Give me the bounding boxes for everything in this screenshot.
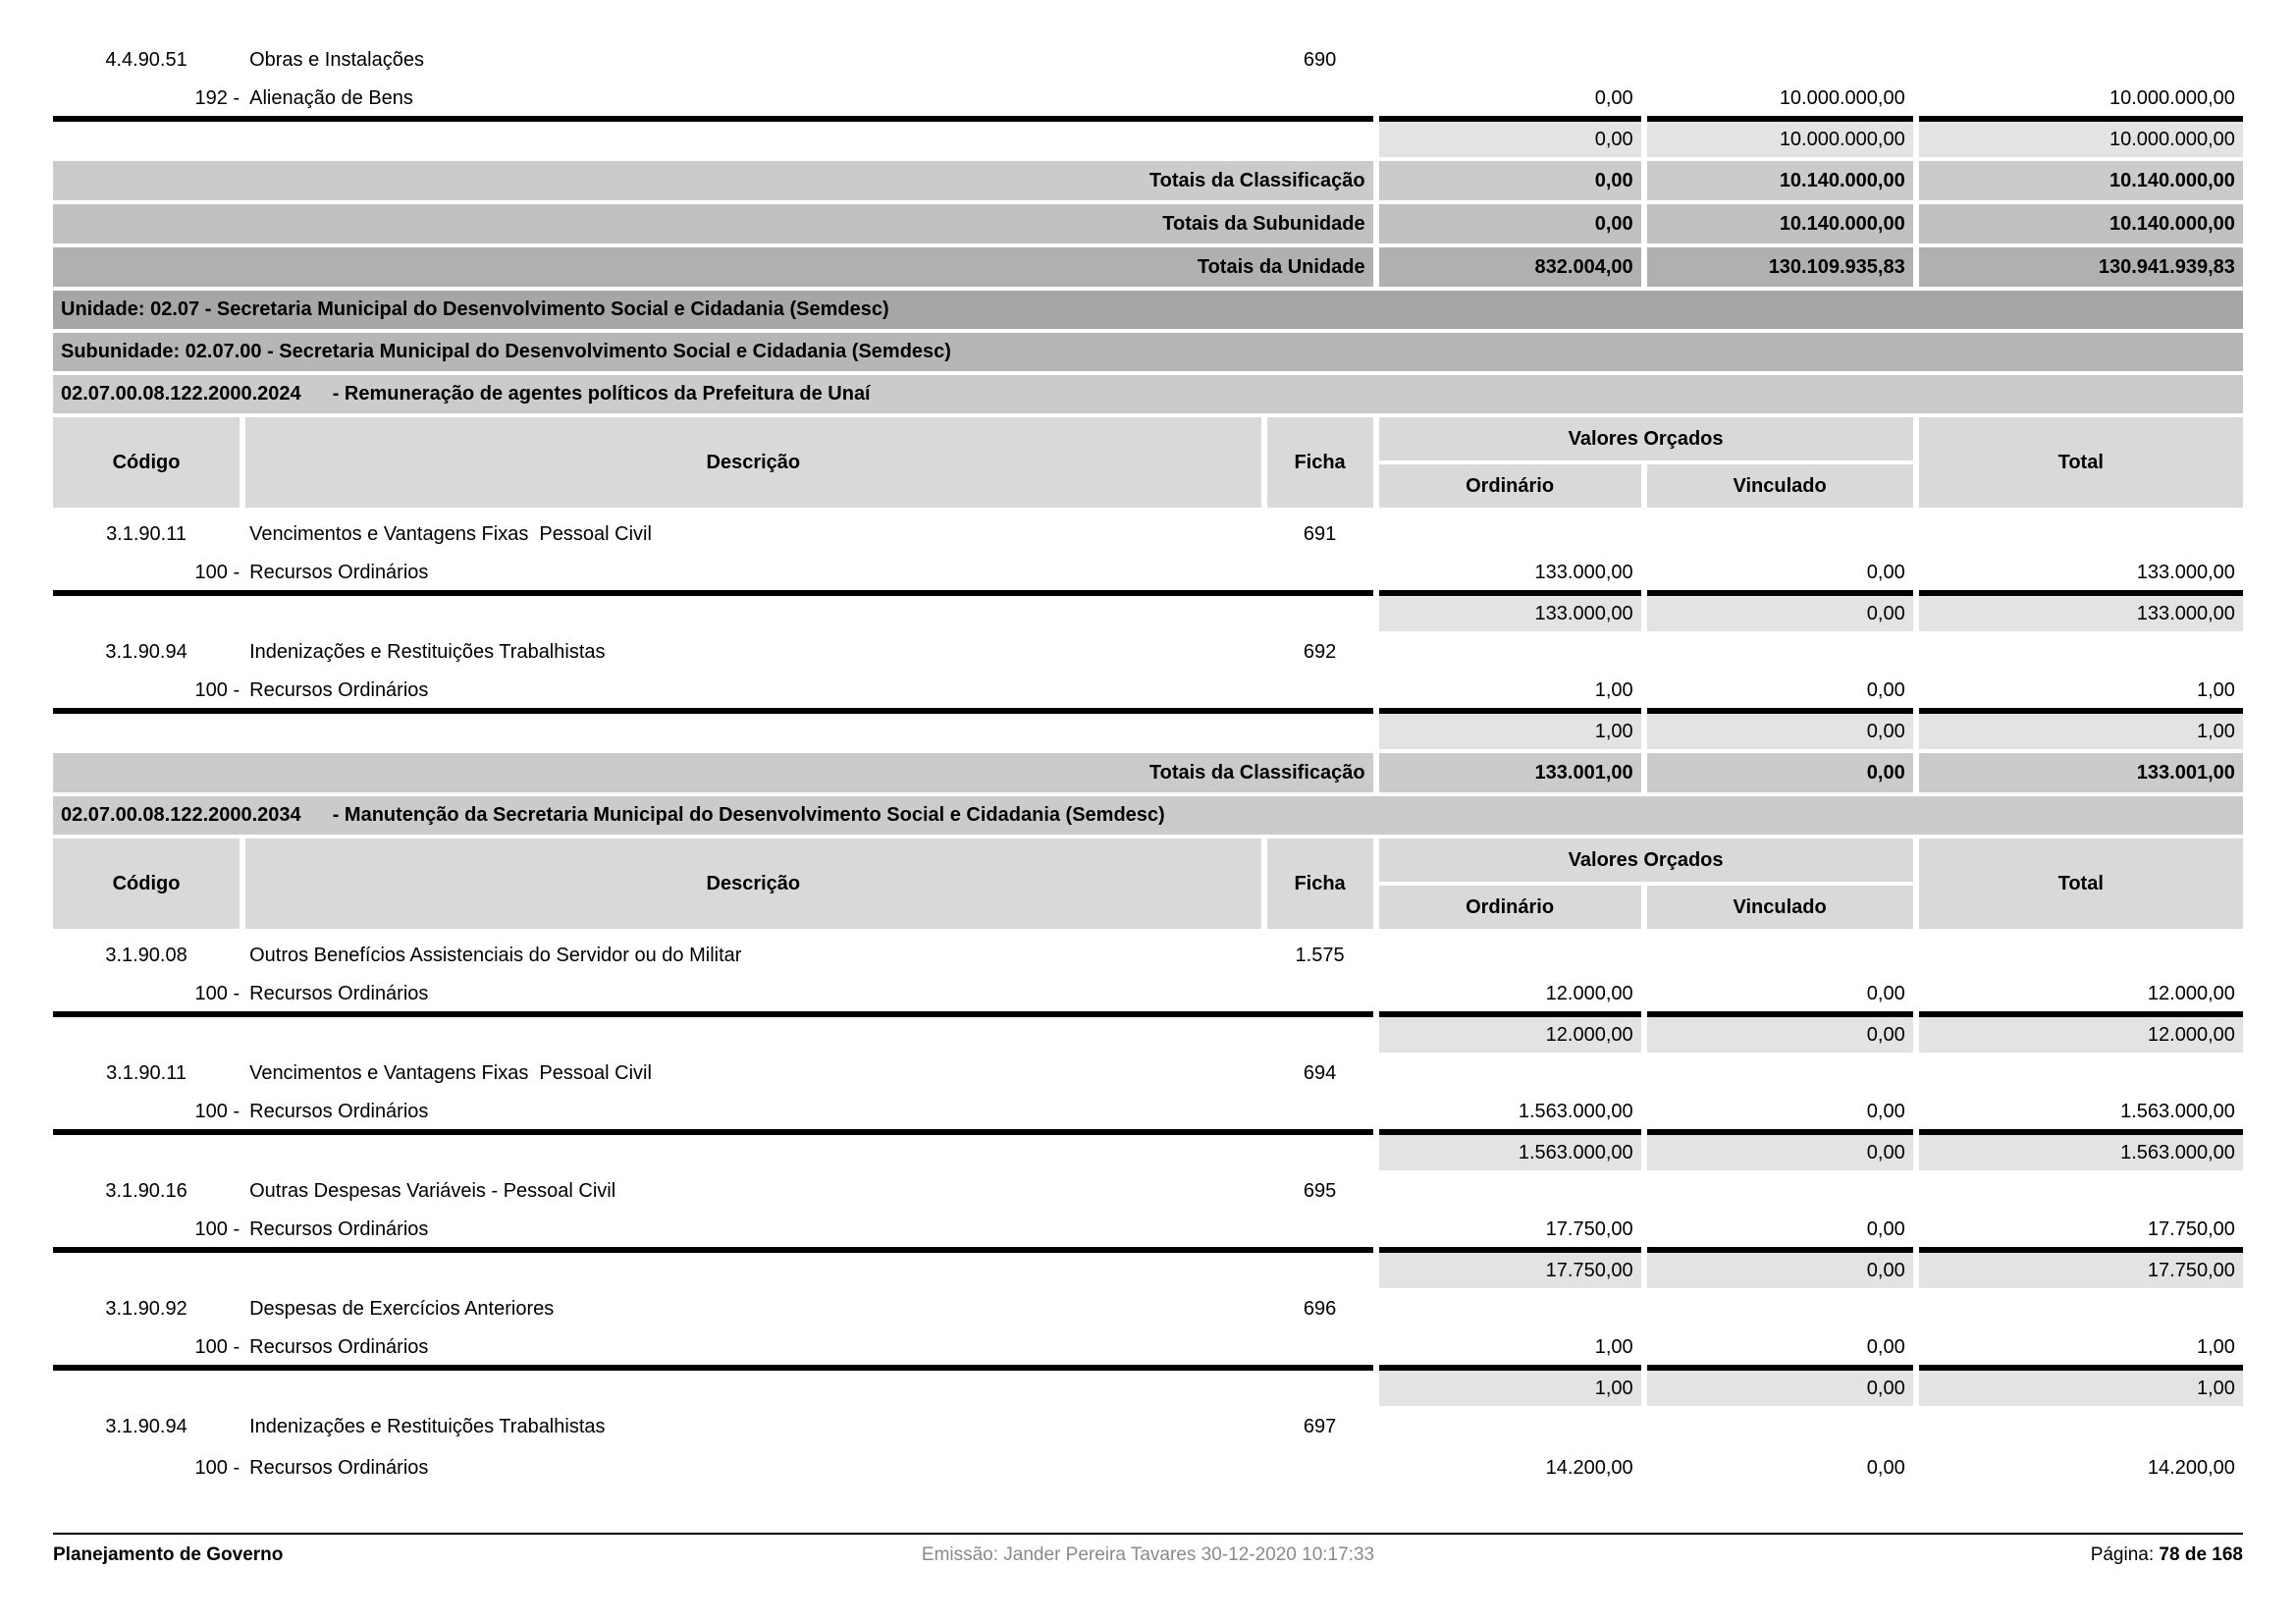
vinculado-subtotal: 0,00 bbox=[1647, 1371, 1913, 1406]
totais-classificacao-label: Totais da Classificação bbox=[53, 753, 1373, 792]
vinculado-value: 0,00 bbox=[1866, 1456, 1905, 1479]
ordinario-total: 0,00 bbox=[1379, 161, 1641, 200]
column-header-descricao: Descrição bbox=[245, 417, 1261, 508]
ordinario-total: 832.004,00 bbox=[1379, 247, 1641, 287]
ficha-number: 696 bbox=[1303, 1297, 1337, 1320]
ordinario-subtotal: 1,00 bbox=[1379, 714, 1641, 749]
vinculado-value: 0,00 bbox=[1647, 1329, 1913, 1371]
vinculado-total: 10.140.000,00 bbox=[1647, 161, 1913, 200]
total-value: 14.200,00 bbox=[2147, 1456, 2235, 1479]
column-header-total: Total bbox=[1919, 839, 2243, 929]
empty-cell bbox=[1379, 1053, 1641, 1094]
column-header-descricao: Descrição bbox=[245, 839, 1261, 929]
total-value: 1.563.000,00 bbox=[1919, 1094, 2243, 1135]
column-header-valores-orcados: Valores Orçados bbox=[1379, 417, 1913, 460]
totais-subunidade-label: Totais da Subunidade bbox=[53, 204, 1373, 243]
ordinario-subtotal: 12.000,00 bbox=[1379, 1017, 1641, 1053]
classification-subtotal-row bbox=[53, 1371, 2243, 1406]
unidade-band: Unidade: 02.07 - Secretaria Municipal do Desenvolvimento Social e Cidadania (Semdesc) bbox=[53, 291, 2243, 329]
fonte-row bbox=[53, 673, 2243, 714]
vinculado-subtotal: 10.000.000,00 bbox=[1647, 122, 1913, 157]
total-total: 10.140.000,00 bbox=[1919, 161, 2243, 200]
fonte-label-cell bbox=[53, 81, 1373, 122]
column-header-vinculado: Vinculado bbox=[1647, 464, 1913, 508]
column-header-ficha: Ficha bbox=[1267, 417, 1373, 508]
expense-code: 3.1.90.16 bbox=[105, 1179, 187, 1202]
table-header bbox=[53, 417, 2243, 508]
total-total: 133.001,00 bbox=[1919, 753, 2243, 792]
fonte-description: Alienação de Bens bbox=[249, 86, 413, 109]
empty-cell bbox=[1379, 935, 1641, 976]
empty-cell bbox=[1919, 631, 2243, 673]
empty-cell bbox=[1647, 514, 1913, 555]
fonte-code: 100 - bbox=[194, 1456, 240, 1479]
fonte-description: Recursos Ordinários bbox=[249, 1335, 429, 1358]
expense-code: 3.1.90.11 bbox=[106, 1061, 187, 1084]
expense-item-row bbox=[53, 631, 2243, 673]
totais-unidade-row bbox=[53, 247, 2243, 287]
vinculado-subtotal: 0,00 bbox=[1647, 1253, 1913, 1288]
expense-code: 3.1.90.94 bbox=[105, 1415, 187, 1437]
expense-description: Outros Benefícios Assistenciais do Servidor ou do Militar bbox=[249, 944, 742, 966]
vinculado-value: 0,00 bbox=[1647, 976, 1913, 1017]
expense-item-row bbox=[53, 1406, 2243, 1447]
program-title: - Manutenção da Secretaria Municipal do Desenvolvimento Social e Cidadania (Semdesc) bbox=[332, 804, 1165, 826]
total-subtotal: 12.000,00 bbox=[1919, 1017, 2243, 1053]
fonte-label-cell bbox=[53, 1212, 1373, 1253]
empty-cell bbox=[1919, 1170, 2243, 1212]
program-band bbox=[53, 375, 2243, 413]
expense-item-row bbox=[53, 514, 2243, 555]
empty-cell bbox=[53, 1371, 1373, 1406]
expense-item-row bbox=[53, 1170, 2243, 1212]
program-code: 02.07.00.08.122.2000.2024 bbox=[61, 383, 301, 405]
ficha-number: 1.575 bbox=[1295, 944, 1345, 966]
empty-cell bbox=[1919, 514, 2243, 555]
classification-subtotal-row bbox=[53, 596, 2243, 631]
empty-cell bbox=[53, 122, 1373, 157]
ficha-number: 691 bbox=[1303, 522, 1337, 545]
empty-cell bbox=[1647, 1406, 1913, 1447]
vinculado-value: 0,00 bbox=[1647, 1094, 1913, 1135]
fonte-code: 100 - bbox=[194, 1217, 240, 1240]
fonte-label-cell bbox=[53, 976, 1373, 1017]
vinculado-value: 0,00 bbox=[1647, 1212, 1913, 1253]
totais-classificacao-row bbox=[53, 161, 2243, 200]
vinculado-total: 10.140.000,00 bbox=[1647, 204, 1913, 243]
expense-code: 3.1.90.08 bbox=[105, 944, 187, 966]
empty-cell bbox=[1647, 1053, 1913, 1094]
totais-subunidade-row bbox=[53, 204, 2243, 243]
total-subtotal: 10.000.000,00 bbox=[1919, 122, 2243, 157]
fonte-description: Recursos Ordinários bbox=[249, 1217, 429, 1240]
program-title: - Remuneração de agentes políticos da Prefeitura de Unaí bbox=[332, 383, 871, 405]
ficha-number: 690 bbox=[1303, 48, 1337, 71]
total-value: 1,00 bbox=[1919, 673, 2243, 714]
fonte-code: 100 - bbox=[194, 561, 240, 583]
empty-cell bbox=[1647, 39, 1913, 81]
column-header-ficha: Ficha bbox=[1267, 839, 1373, 929]
vinculado-value: 0,00 bbox=[1647, 673, 1913, 714]
total-total: 130.941.939,83 bbox=[1919, 247, 2243, 287]
total-subtotal: 1,00 bbox=[1919, 1371, 2243, 1406]
expense-description: Indenizações e Restituições Trabalhistas bbox=[249, 1415, 606, 1437]
totais-classificacao-row bbox=[53, 753, 2243, 792]
empty-cell bbox=[53, 714, 1373, 749]
empty-cell bbox=[1379, 631, 1641, 673]
empty-cell bbox=[1919, 1053, 2243, 1094]
total-value: 12.000,00 bbox=[1919, 976, 2243, 1017]
totais-classificacao-label: Totais da Classificação bbox=[53, 161, 1373, 200]
vinculado-total: 130.109.935,83 bbox=[1647, 247, 1913, 287]
ordinario-subtotal: 0,00 bbox=[1379, 122, 1641, 157]
expense-code: 4.4.90.51 bbox=[105, 48, 187, 71]
ordinario-subtotal: 1.563.000,00 bbox=[1379, 1135, 1641, 1170]
fonte-label-cell bbox=[53, 1329, 1373, 1371]
vinculado-value: 0,00 bbox=[1647, 555, 1913, 596]
empty-cell bbox=[53, 1135, 1373, 1170]
vinculado-subtotal: 0,00 bbox=[1647, 1135, 1913, 1170]
ordinario-value: 1,00 bbox=[1379, 1329, 1641, 1371]
fonte-row bbox=[53, 1094, 2243, 1135]
expense-description: Despesas de Exercícios Anteriores bbox=[249, 1297, 555, 1320]
table-header bbox=[53, 839, 2243, 929]
empty-cell bbox=[53, 1253, 1373, 1288]
expense-item-row bbox=[53, 1053, 2243, 1094]
total-value: 10.000.000,00 bbox=[1919, 81, 2243, 122]
fonte-label-cell bbox=[53, 1447, 1373, 1488]
expense-description: Vencimentos e Vantagens Fixas Pessoal Civil bbox=[249, 522, 652, 545]
fonte-code: 100 - bbox=[194, 982, 240, 1004]
fonte-row bbox=[53, 555, 2243, 596]
fonte-description: Recursos Ordinários bbox=[249, 561, 429, 583]
ficha-number: 697 bbox=[1303, 1415, 1337, 1437]
vinculado-subtotal: 0,00 bbox=[1647, 1017, 1913, 1053]
program-code: 02.07.00.08.122.2000.2034 bbox=[61, 804, 301, 826]
ficha-number: 694 bbox=[1303, 1061, 1337, 1084]
column-header-codigo: Código bbox=[53, 839, 240, 929]
total-value: 1,00 bbox=[1919, 1329, 2243, 1371]
ordinario-value: 17.750,00 bbox=[1379, 1212, 1641, 1253]
fonte-code: 100 - bbox=[194, 1335, 240, 1358]
expense-code: 3.1.90.94 bbox=[105, 640, 187, 663]
ordinario-subtotal: 133.000,00 bbox=[1379, 596, 1641, 631]
fonte-row bbox=[53, 1329, 2243, 1371]
empty-cell bbox=[1379, 39, 1641, 81]
vinculado-subtotal: 0,00 bbox=[1647, 596, 1913, 631]
empty-cell bbox=[53, 1017, 1373, 1053]
fonte-row bbox=[53, 81, 2243, 122]
expense-item-row bbox=[53, 935, 2243, 976]
fonte-row bbox=[53, 976, 2243, 1017]
ordinario-value: 14.200,00 bbox=[1545, 1456, 1633, 1479]
subunidade-band: Subunidade: 02.07.00 - Secretaria Municipal do Desenvolvimento Social e Cidadania (Semdesc) bbox=[53, 333, 2243, 371]
fonte-row bbox=[53, 1212, 2243, 1253]
expense-description: Indenizações e Restituições Trabalhistas bbox=[249, 640, 606, 663]
footer-page-value: 78 de 168 bbox=[2159, 1544, 2243, 1565]
ordinario-value: 133.000,00 bbox=[1379, 555, 1641, 596]
fonte-description: Recursos Ordinários bbox=[249, 678, 429, 701]
program-band bbox=[53, 796, 2243, 835]
fonte-code: 100 - bbox=[194, 1100, 240, 1122]
ordinario-value: 12.000,00 bbox=[1379, 976, 1641, 1017]
empty-cell bbox=[53, 596, 1373, 631]
classification-subtotal-row bbox=[53, 1135, 2243, 1170]
total-subtotal: 133.000,00 bbox=[1919, 596, 2243, 631]
expense-description: Obras e Instalações bbox=[249, 48, 424, 71]
expense-description: Vencimentos e Vantagens Fixas Pessoal Civil bbox=[249, 1061, 652, 1084]
expense-item-row bbox=[53, 39, 2243, 81]
column-header-ordinario: Ordinário bbox=[1379, 464, 1641, 508]
expense-description: Outras Despesas Variáveis - Pessoal Civil bbox=[249, 1179, 616, 1202]
fonte-description: Recursos Ordinários bbox=[249, 982, 429, 1004]
empty-cell bbox=[1919, 1406, 2243, 1447]
empty-cell bbox=[1647, 1170, 1913, 1212]
column-header-vinculado: Vinculado bbox=[1647, 886, 1913, 929]
total-subtotal: 1,00 bbox=[1919, 714, 2243, 749]
fonte-code: 192 - bbox=[194, 86, 240, 109]
total-value: 133.000,00 bbox=[1919, 555, 2243, 596]
empty-cell bbox=[1379, 1406, 1641, 1447]
page-footer bbox=[53, 1533, 2243, 1566]
empty-cell bbox=[1919, 935, 2243, 976]
footer-emission-info: Emissão: Jander Pereira Tavares 30-12-2020 10:17:33 bbox=[921, 1544, 1375, 1565]
ficha-number: 695 bbox=[1303, 1179, 1337, 1202]
total-value: 17.750,00 bbox=[1919, 1212, 2243, 1253]
footer-report-name: Planejamento de Governo bbox=[53, 1544, 284, 1565]
vinculado-total: 0,00 bbox=[1647, 753, 1913, 792]
vinculado-value: 10.000.000,00 bbox=[1647, 81, 1913, 122]
fonte-label-cell bbox=[53, 555, 1373, 596]
empty-cell bbox=[1919, 39, 2243, 81]
empty-cell bbox=[1647, 1288, 1913, 1329]
column-header-ordinario: Ordinário bbox=[1379, 886, 1641, 929]
classification-subtotal-row bbox=[53, 714, 2243, 749]
ordinario-value: 1,00 bbox=[1379, 673, 1641, 714]
empty-cell bbox=[1919, 1288, 2243, 1329]
empty-cell bbox=[1379, 1170, 1641, 1212]
classification-subtotal-row bbox=[53, 122, 2243, 157]
expense-item-row bbox=[53, 1288, 2243, 1329]
ordinario-total: 0,00 bbox=[1379, 204, 1641, 243]
expense-code: 3.1.90.11 bbox=[106, 522, 187, 545]
column-header-total: Total bbox=[1919, 417, 2243, 508]
classification-subtotal-row bbox=[53, 1253, 2243, 1288]
footer-page-number bbox=[2091, 1544, 2243, 1566]
expense-code: 3.1.90.92 bbox=[105, 1297, 187, 1320]
fonte-label-cell bbox=[53, 1094, 1373, 1135]
ordinario-value: 0,00 bbox=[1379, 81, 1641, 122]
column-header-codigo: Código bbox=[53, 417, 240, 508]
empty-cell bbox=[1647, 935, 1913, 976]
empty-cell bbox=[1379, 1288, 1641, 1329]
ordinario-value: 1.563.000,00 bbox=[1379, 1094, 1641, 1135]
total-subtotal: 1.563.000,00 bbox=[1919, 1135, 2243, 1170]
vinculado-subtotal: 0,00 bbox=[1647, 714, 1913, 749]
footer-page-label: Página: bbox=[2090, 1544, 2155, 1565]
ordinario-subtotal: 1,00 bbox=[1379, 1371, 1641, 1406]
fonte-row bbox=[53, 1447, 2243, 1488]
classification-subtotal-row bbox=[53, 1017, 2243, 1053]
ordinario-total: 133.001,00 bbox=[1379, 753, 1641, 792]
fonte-description: Recursos Ordinários bbox=[249, 1456, 429, 1479]
fonte-label-cell bbox=[53, 673, 1373, 714]
empty-cell bbox=[1647, 631, 1913, 673]
ficha-number: 692 bbox=[1303, 640, 1337, 663]
total-total: 10.140.000,00 bbox=[1919, 204, 2243, 243]
totais-unidade-label: Totais da Unidade bbox=[53, 247, 1373, 287]
column-header-valores-orcados: Valores Orçados bbox=[1379, 839, 1913, 882]
ordinario-subtotal: 17.750,00 bbox=[1379, 1253, 1641, 1288]
fonte-code: 100 - bbox=[194, 678, 240, 701]
total-subtotal: 17.750,00 bbox=[1919, 1253, 2243, 1288]
empty-cell bbox=[1379, 514, 1641, 555]
fonte-description: Recursos Ordinários bbox=[249, 1100, 429, 1122]
